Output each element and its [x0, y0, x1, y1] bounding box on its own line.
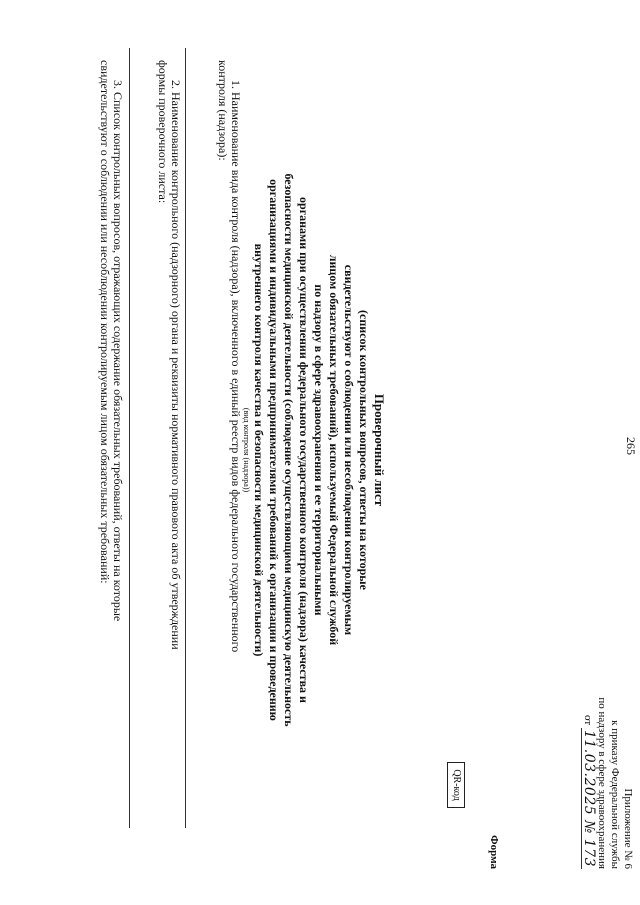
- appendix-date-prefix: от: [582, 715, 594, 726]
- page-number: 265: [624, 437, 638, 455]
- form-label: Форма: [488, 835, 500, 869]
- appendix-line-3: по надзору в сфере здравоохранения: [596, 697, 608, 869]
- item-2-answer-line: [129, 48, 130, 828]
- appendix-block: [581, 549, 640, 869]
- title-sub-2: свидетельствуют о соблюдении или несоблюдении контролируемым: [342, 264, 356, 636]
- appendix-date-line: [581, 549, 595, 869]
- title-sub-4: по надзору в сфере здравоохранения и ее территориальными: [312, 284, 326, 616]
- title-main: Проверочный лист: [372, 393, 387, 507]
- item-1-line-b: контроля (надзора):: [216, 60, 230, 161]
- item-3: [98, 60, 124, 850]
- item-2-line-b: формы проверочного листа:: [156, 60, 170, 204]
- item-2-line-a: 2. Наименование контрольного (надзорного) органа и реквизиты нормативного правового акта об утверждении: [169, 80, 183, 650]
- title-note: (вид контроля (надзора)): [242, 407, 251, 493]
- title-sub-6: безопасности медицинской деятельности (соблюдение осуществляющими медицинскую деятельность: [282, 173, 296, 727]
- appendix-line-2: к приказу Федеральной службы: [609, 720, 621, 869]
- item-2: [156, 60, 182, 850]
- item-3-line-a: 3. Список контрольных вопросов, отражающих содержание обязательных требований, ответы на которые: [111, 80, 125, 622]
- item-3-line-b: свидетельствуют о соблюдении или несоблюдении контролируемым лицом обязательных требований:: [98, 60, 112, 584]
- title-sub-8: внутреннего контроля качества и безопасности медицинской деятельности): [252, 243, 266, 657]
- appendix-line-1: Приложение № 6: [622, 788, 634, 869]
- item-1: [216, 60, 242, 850]
- title-sub-1: (список контрольных вопросов, ответы на которые: [357, 310, 371, 590]
- title-sub-5: органами при осуществлении федерального государственного контроля (надзора) качества и: [297, 197, 311, 703]
- title-sub-7: организациями и индивидуальными предпринимателями требований к организации и проведению: [267, 179, 281, 721]
- title-sub-3: лицом обязательных требований), используемый Федеральной службой: [327, 254, 341, 646]
- qr-code-box: QR-код: [447, 762, 465, 808]
- handwritten-date-number: 11.03.2025 № 173: [581, 729, 597, 867]
- item-1-line-a: 1. Наименование вида контроля (надзора), включенного в единый реестр видов федерального государственного: [229, 80, 243, 653]
- item-1-answer-line: [185, 48, 186, 828]
- document-title: [242, 60, 492, 840]
